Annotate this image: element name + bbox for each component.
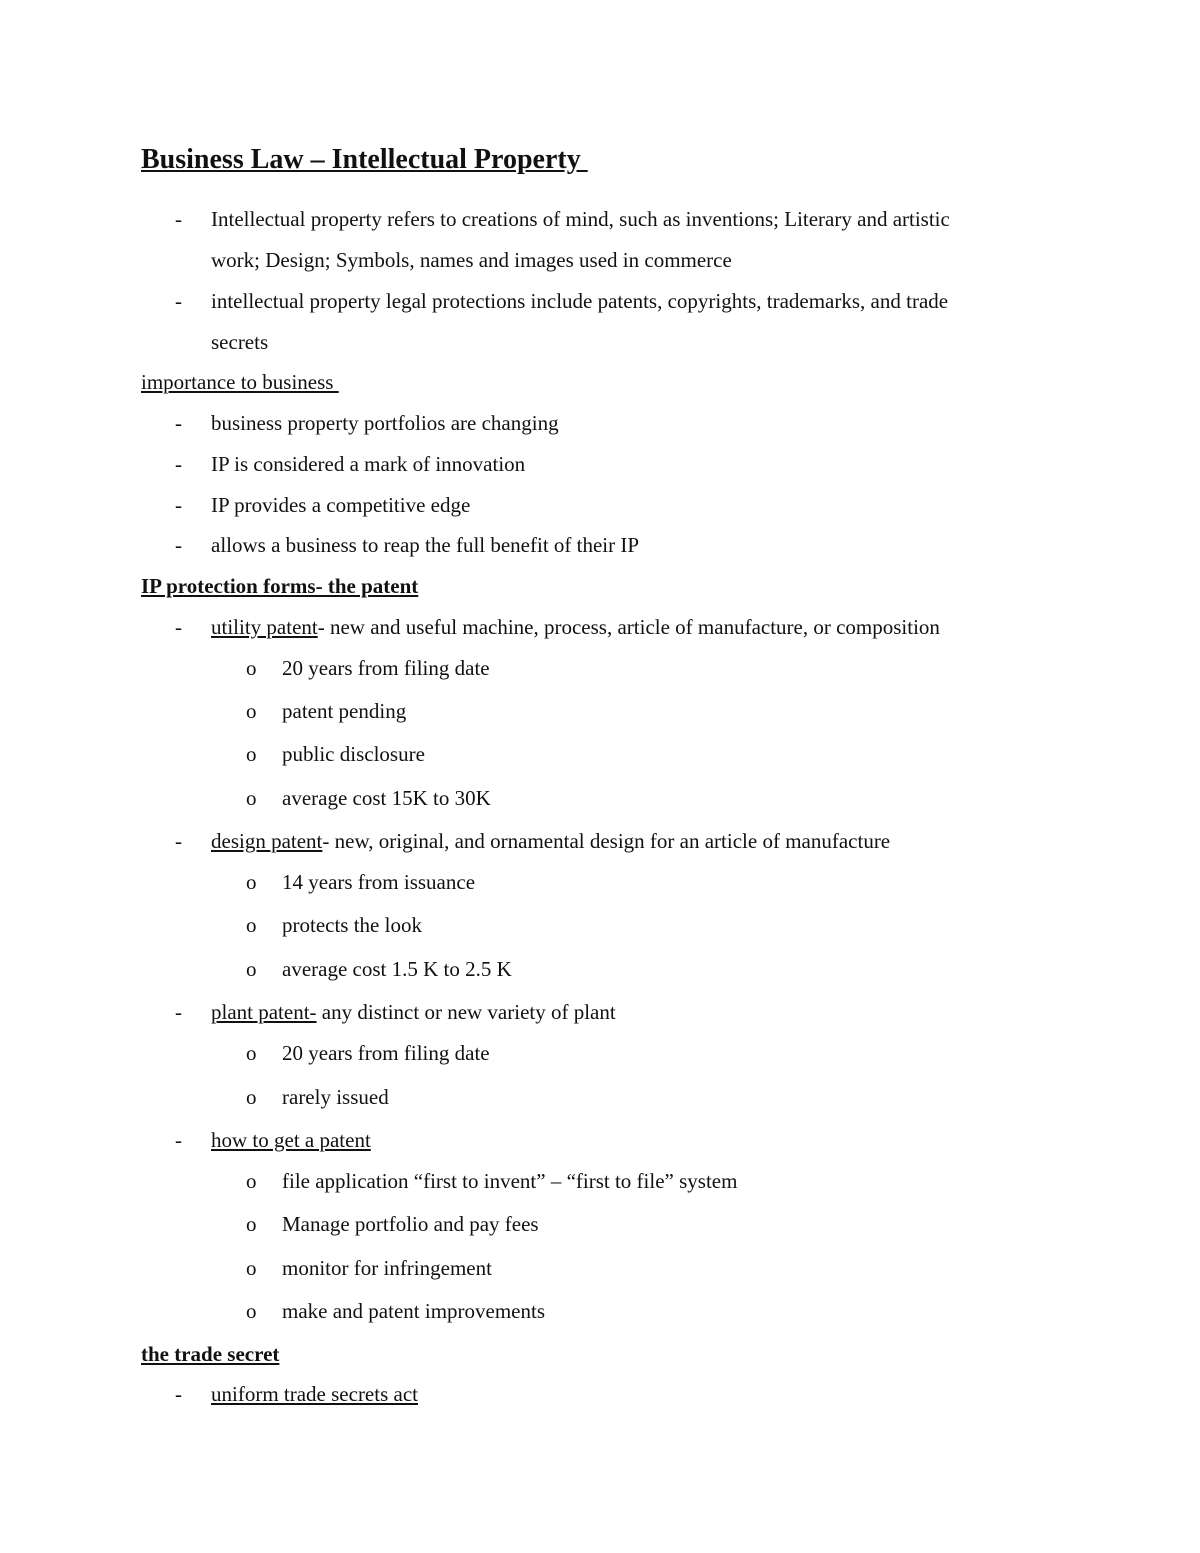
circle-bullet: o	[246, 913, 257, 937]
plant-detail: 20 years from filing date	[282, 1041, 490, 1065]
plant-patent-line	[211, 999, 616, 1025]
dash-bullet: -	[175, 615, 182, 639]
how-to-step: file application “first to invent” – “first to file” system	[282, 1169, 738, 1193]
circle-bullet: o	[246, 1256, 257, 1280]
how-to-step: monitor for infringement	[282, 1256, 492, 1280]
intro-bullet-1-line-2: work; Design; Symbols, names and images used in commerce	[211, 248, 732, 272]
importance-item: business property portfolios are changing	[211, 411, 559, 435]
utility-detail: patent pending	[282, 699, 407, 723]
circle-bullet: o	[246, 1169, 257, 1193]
design-patent-line	[211, 828, 890, 854]
dash-bullet: -	[175, 829, 182, 853]
utility-detail: average cost 15K to 30K	[282, 786, 491, 810]
design-patent-definition: - new, original, and ornamental design for an article of manufacture	[322, 829, 891, 853]
plant-detail: rarely issued	[282, 1085, 389, 1109]
section-heading-patent: IP protection forms- the patent	[141, 574, 419, 598]
dash-bullet: -	[175, 1382, 182, 1406]
circle-bullet: o	[246, 1041, 257, 1065]
circle-bullet: o	[246, 656, 257, 680]
plant-patent-term: plant patent-	[211, 1000, 317, 1024]
intro-bullet-2-line-2: secrets	[211, 330, 269, 354]
circle-bullet: o	[246, 1085, 257, 1109]
circle-bullet: o	[246, 1299, 257, 1323]
dash-bullet: -	[175, 289, 182, 313]
section-heading-trade-secret: the trade secret	[141, 1342, 280, 1366]
intro-bullet-1-line-1: Intellectual property refers to creations of mind, such as inventions; Literary and artistic	[211, 207, 950, 231]
intro-bullet-2-line-1: intellectual property legal protections include patents, copyrights, trademarks, and trade	[211, 289, 949, 313]
dash-bullet: -	[175, 207, 182, 231]
section-heading-importance: importance to business	[141, 370, 339, 394]
circle-bullet: o	[246, 742, 257, 766]
dash-bullet: -	[175, 1128, 182, 1152]
circle-bullet: o	[246, 870, 257, 894]
plant-patent-definition: any distinct or new variety of plant	[316, 1000, 616, 1024]
dash-bullet: -	[175, 533, 182, 557]
circle-bullet: o	[246, 699, 257, 723]
dash-bullet: -	[175, 1000, 182, 1024]
how-to-step: Manage portfolio and pay fees	[282, 1212, 539, 1236]
importance-item: IP is considered a mark of innovation	[211, 452, 526, 476]
document-title: Business Law – Intellectual Property	[141, 144, 588, 175]
trade-secret-item: uniform trade secrets act	[211, 1382, 418, 1406]
utility-patent-definition: - new and useful machine, process, article of manufacture, or composition	[317, 615, 940, 639]
utility-patent-line	[211, 614, 940, 640]
dash-bullet: -	[175, 452, 182, 476]
dash-bullet: -	[175, 411, 182, 435]
importance-item: IP provides a competitive edge	[211, 493, 471, 517]
circle-bullet: o	[246, 1212, 257, 1236]
design-patent-term: design patent	[211, 829, 323, 853]
circle-bullet: o	[246, 786, 257, 810]
importance-item: allows a business to reap the full benefit of their IP	[211, 533, 640, 557]
design-detail: protects the look	[282, 913, 422, 937]
dash-bullet: -	[175, 493, 182, 517]
how-to-get-patent-heading: how to get a patent	[211, 1128, 371, 1152]
utility-patent-term: utility patent	[211, 615, 318, 639]
utility-detail: 20 years from filing date	[282, 656, 490, 680]
how-to-step: make and patent improvements	[282, 1299, 546, 1323]
design-detail: average cost 1.5 K to 2.5 K	[282, 957, 512, 981]
circle-bullet: o	[246, 957, 257, 981]
design-detail: 14 years from issuance	[282, 870, 476, 894]
utility-detail: public disclosure	[282, 742, 425, 766]
